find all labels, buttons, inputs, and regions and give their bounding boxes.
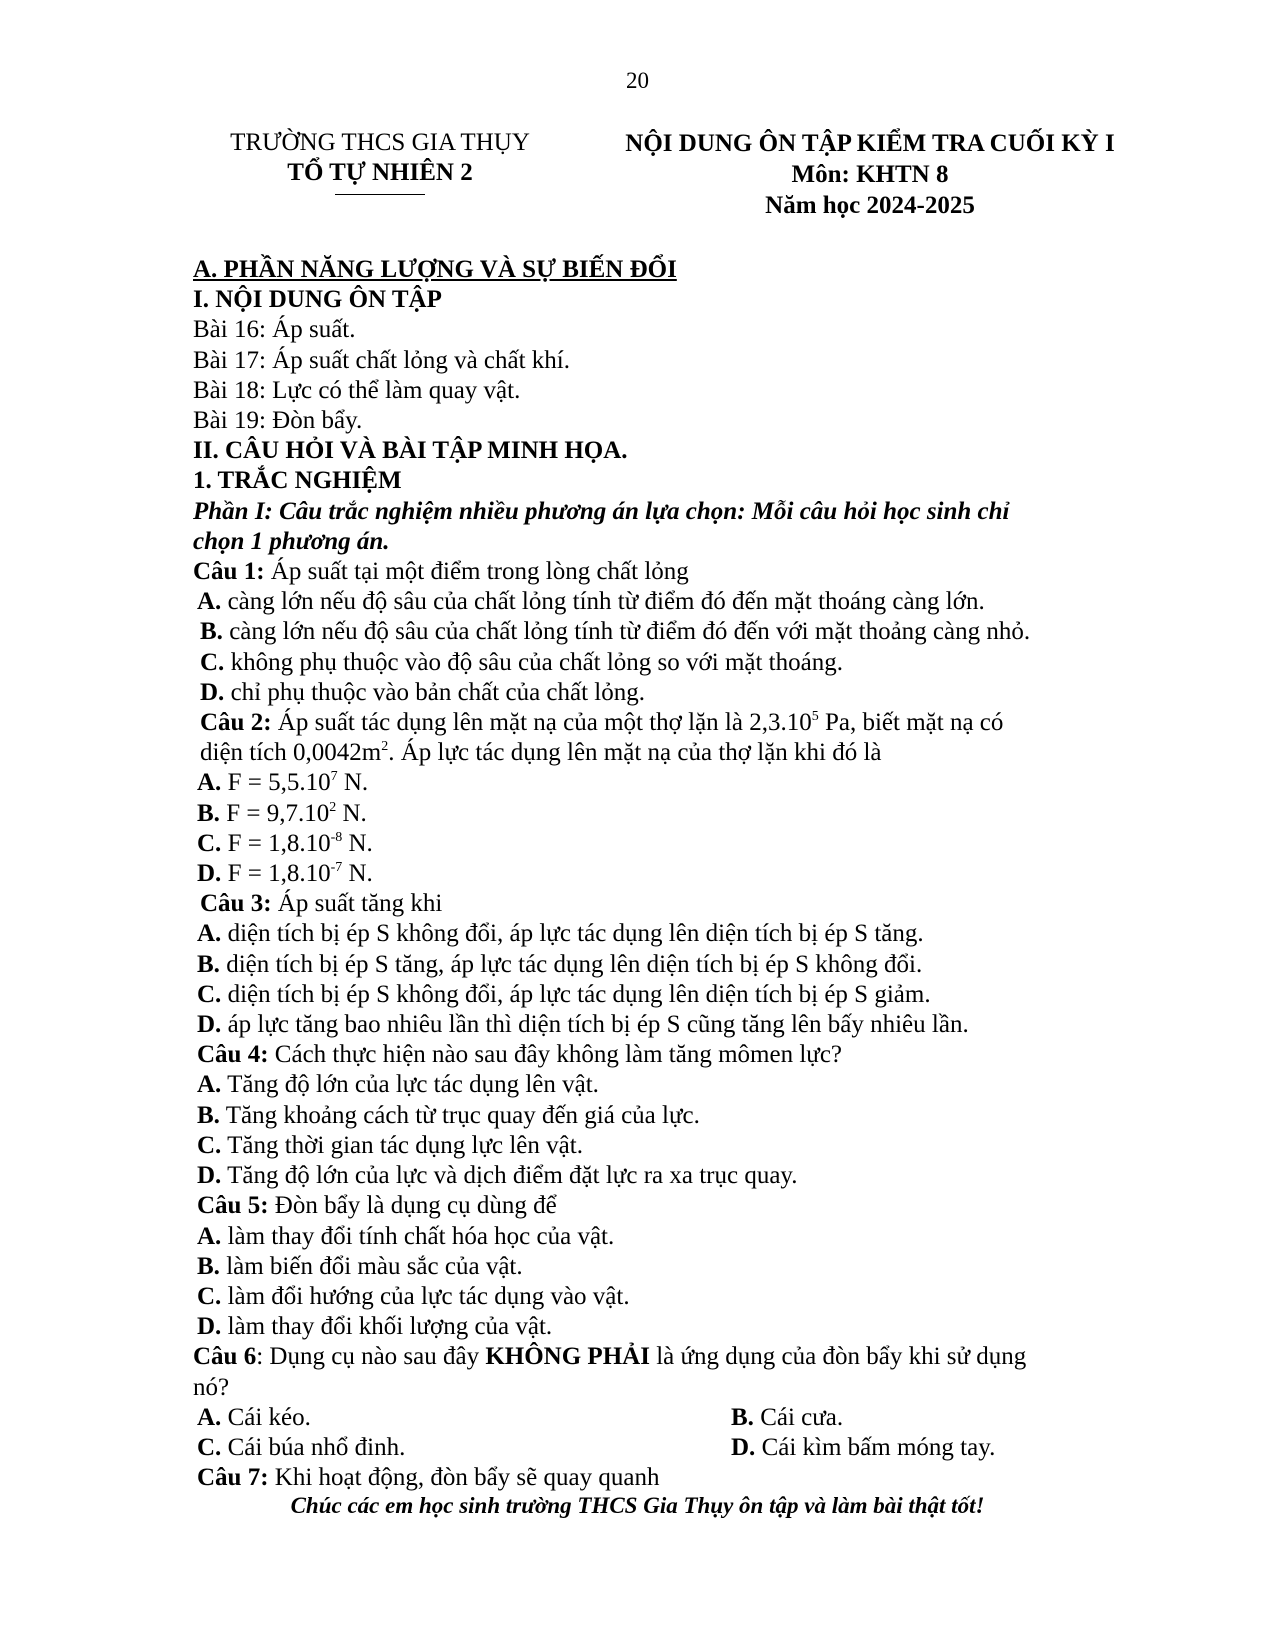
option-letter: D. [197, 1011, 222, 1039]
option-text: chỉ phụ thuộc vào bản chất của chất lỏng. [224, 678, 646, 706]
option-text: càng lớn nếu độ sâu của chất lỏng tính từ điểm đó đến với mặt thoảng càng nhỏ. [222, 618, 1031, 646]
option-letter: B. [200, 618, 223, 646]
question-5 [193, 1191, 1108, 1221]
option-unit: N. [342, 829, 373, 857]
section-i-heading: I. NỘI DUNG ÔN TẬP [193, 286, 442, 314]
question-label: Câu 6 [193, 1343, 257, 1371]
footer-message: Chúc các em học sinh trường THCS Gia Thụy ôn tập và làm bài thật tốt! [290, 1493, 985, 1518]
option-letter: D. [197, 1313, 222, 1341]
option-letter: C. [200, 648, 225, 676]
option-letter: D. [731, 1433, 756, 1461]
question-text-cont: . Áp lực tác dụng lên mặt nạ của thợ lặn khi đó là [388, 739, 882, 767]
exponent: -8 [330, 829, 343, 845]
section-a-heading: A. PHẦN NĂNG LƯỢNG VÀ SỰ BIẾN ĐỔI [193, 256, 677, 283]
question-text: Đòn bẩy là dụng cụ dùng để [268, 1192, 557, 1220]
school-year: Năm học 2024-2025 [765, 192, 975, 219]
option-letter: C. [197, 1131, 222, 1159]
option-text: làm biến đổi màu sắc của vật. [219, 1252, 523, 1280]
option-letter: D. [200, 678, 225, 706]
option-text: F = 5,5.10 [221, 769, 331, 797]
option-a [193, 919, 1108, 949]
question-text: Cách thực hiện nào sau đây không làm tăng mômen lực? [268, 1041, 843, 1069]
option-text: Tăng khoảng cách từ trục quay đến giá của lực. [219, 1101, 700, 1129]
lesson-item: Bài 19: Đòn bẩy. [193, 407, 363, 435]
department-name: TỔ TỰ NHIÊN 2 [287, 159, 473, 186]
page-number: 20 [626, 68, 649, 93]
option-letter: B. [197, 799, 220, 827]
option-text: làm thay đổi tính chất hóa học của vật. [221, 1222, 615, 1250]
section-1-heading: 1. TRẮC NGHIỆM [193, 467, 402, 495]
option-unit: N. [342, 860, 373, 888]
option-a [193, 587, 1108, 617]
option-text: diện tích bị ép S không đổi, áp lực tác dụng lên diện tích bị ép S giảm. [221, 980, 931, 1008]
option-letter: C. [197, 1282, 222, 1310]
option-unit: N. [337, 769, 369, 797]
option-b [193, 1101, 1108, 1131]
option-c [193, 1131, 1108, 1161]
option-a [197, 1403, 731, 1433]
exponent: -7 [330, 860, 343, 876]
option-d [193, 1010, 1108, 1040]
option-a [193, 1070, 1108, 1100]
option-b [731, 1403, 843, 1433]
option-text: càng lớn nếu độ sâu của chất lỏng tính từ điểm đó đến mặt thoáng càng lớn. [221, 588, 985, 616]
option-a [193, 1222, 1108, 1252]
option-text: Cái kìm bấm móng tay. [755, 1433, 996, 1461]
option-d [193, 859, 1108, 889]
option-a [193, 768, 1108, 798]
question-text: Áp suất tăng khi [271, 890, 443, 918]
question-6-cont: nó? [193, 1373, 230, 1401]
option-b [193, 799, 1108, 829]
part1-instruction: Phần I: Câu trắc nghiệm nhiều phương án lựa chọn: Mỗi câu hỏi học sinh chỉ [193, 497, 1010, 525]
lesson-item: Bài 16: Áp suất. [193, 316, 356, 344]
exponent: 2 [381, 739, 389, 755]
option-letter: A. [197, 1222, 222, 1250]
option-d [731, 1433, 995, 1463]
lesson-item: Bài 17: Áp suất chất lỏng và chất khí. [193, 346, 571, 374]
option-row [193, 1403, 1108, 1433]
option-text: diện tích bị ép S tăng, áp lực tác dụng lên diện tích bị ép S không đổi. [219, 950, 923, 978]
option-c [193, 829, 1108, 859]
exponent: 2 [329, 799, 337, 815]
emphasis-text: KHÔNG PHẢI [485, 1343, 650, 1371]
question-text: Áp suất tác dụng lên mặt nạ của một thợ lặn là 2,3.10 [271, 709, 812, 737]
option-letter: D. [197, 860, 222, 888]
option-text: Cái cưa. [753, 1403, 844, 1431]
option-text: Tăng thời gian tác dụng lực lên vật. [221, 1131, 583, 1159]
question-label: Câu 2: [200, 709, 272, 737]
option-b [193, 617, 1108, 647]
school-name: TRƯỜNG THCS GIA THỤY [230, 129, 530, 156]
question-text: : Dụng cụ nào sau đây [256, 1343, 486, 1371]
question-label: Câu 1: [193, 558, 265, 586]
option-c [197, 1433, 731, 1463]
header-right [600, 128, 1140, 221]
option-text: làm thay đổi khối lượng của vật. [221, 1313, 553, 1341]
option-letter: B. [731, 1403, 754, 1431]
option-b [193, 950, 1108, 980]
option-text: Tăng độ lớn của lực tác dụng lên vật. [221, 1071, 599, 1099]
option-text: Tăng độ lớn của lực và dịch điểm đặt lực ra xa trục quay. [221, 1162, 798, 1190]
question-text: Áp suất tại một điểm trong lòng chất lỏng [264, 558, 689, 586]
option-letter: B. [197, 950, 220, 978]
option-text: làm đổi hướng của lực tác dụng vào vật. [221, 1282, 630, 1310]
question-text: diện tích 0,0042m [200, 739, 382, 767]
part1-instruction-cont: chọn 1 phương án. [193, 527, 390, 555]
question-3 [193, 889, 1108, 919]
option-b [193, 1252, 1108, 1282]
option-text: F = 9,7.10 [219, 799, 330, 827]
document-title: NỘI DUNG ÔN TẬP KIỂM TRA CUỐI KỲ I [625, 130, 1115, 157]
question-label: Câu 3: [200, 890, 272, 918]
option-text: không phụ thuộc vào độ sâu của chất lỏng so với mặt thoáng. [224, 648, 843, 676]
subject-label: Môn: KHTN 8 [791, 161, 949, 188]
option-letter: A. [197, 769, 222, 797]
option-text: F = 1,8.10 [221, 860, 331, 888]
document-body [193, 255, 1108, 1493]
question-7 [193, 1463, 1108, 1493]
option-letter: A. [197, 920, 222, 948]
question-label: Câu 5: [197, 1192, 269, 1220]
question-4 [193, 1040, 1108, 1070]
option-text: Cái kéo. [221, 1403, 311, 1431]
exponent: 7 [330, 769, 338, 785]
question-label: Câu 4: [197, 1041, 269, 1069]
question-6 [193, 1342, 1108, 1372]
question-text-cont: Pa, biết mặt nạ có [818, 709, 1004, 737]
option-row [193, 1433, 1108, 1463]
option-text: diện tích bị ép S không đổi, áp lực tác dụng lên diện tích bị ép S tăng. [221, 920, 924, 948]
question-2 [193, 708, 1108, 738]
exponent: 5 [811, 709, 819, 725]
option-c [193, 980, 1108, 1010]
option-letter: A. [197, 1071, 222, 1099]
option-letter: A. [197, 1403, 222, 1431]
option-letter: B. [197, 1101, 220, 1129]
question-text-cont: là ứng dụng của đòn bẩy khi sử dụng [649, 1343, 1027, 1371]
option-letter: C. [197, 829, 222, 857]
option-text: Cái búa nhổ đinh. [221, 1433, 406, 1461]
option-d [193, 678, 1108, 708]
option-text: F = 1,8.10 [221, 829, 331, 857]
option-letter: A. [197, 588, 222, 616]
header-divider [335, 194, 425, 195]
header-left [200, 128, 560, 195]
option-letter: B. [197, 1252, 220, 1280]
option-unit: N. [336, 799, 367, 827]
option-letter: D. [197, 1162, 222, 1190]
question-1 [193, 557, 1108, 587]
option-c [193, 648, 1108, 678]
option-letter: C. [197, 980, 222, 1008]
option-d [193, 1161, 1108, 1191]
question-label: Câu 7: [197, 1464, 269, 1492]
section-ii-heading: II. CÂU HỎI VÀ BÀI TẬP MINH HỌA. [193, 437, 628, 465]
question-text: Khi hoạt động, đòn bẩy sẽ quay quanh [268, 1464, 660, 1492]
lesson-item: Bài 18: Lực có thể làm quay vật. [193, 376, 521, 404]
option-d [193, 1312, 1108, 1342]
option-c [193, 1282, 1108, 1312]
question-2-cont [193, 738, 1108, 768]
option-letter: C. [197, 1433, 222, 1461]
option-text: áp lực tăng bao nhiêu lần thì diện tích bị ép S cũng tăng lên bấy nhiêu lần. [221, 1011, 969, 1039]
